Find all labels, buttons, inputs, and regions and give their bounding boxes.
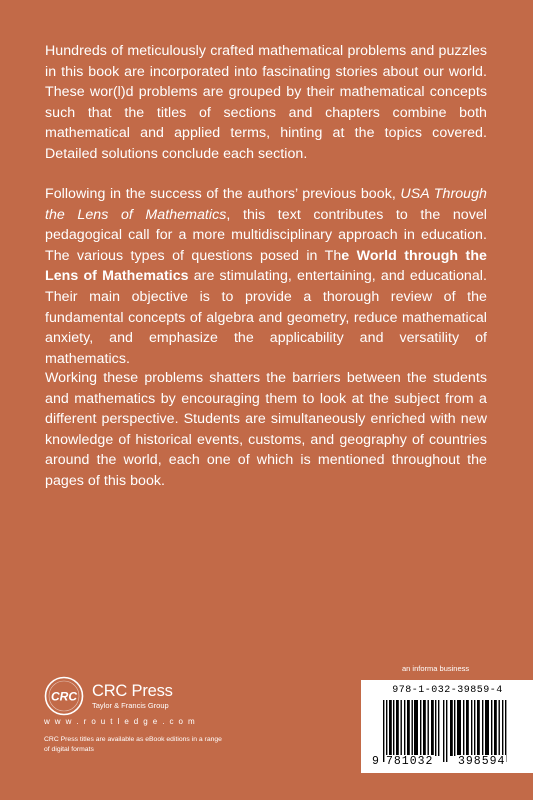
p2-mid: , this text contributes to the novel pedagogical call for a more multidisciplinary approach in education. The various types of questions posed in Th <box>45 206 487 264</box>
blurb-text-1: Hundreds of meticulously crafted mathematical problems and puzzles in this book are incorporated into fascinating stories about our world. These wor(l)d problems are grouped by their mathematical concepts such that the titles of sections and chapters combine both mathematical and applied terms, hinting at the topics covered. Detailed solutions conclude each section. <box>45 43 487 162</box>
p2-lead: Following in the success of the authors’ previous book, <box>45 186 401 202</box>
previous-book-title: USA Through the Lens of Mathematics <box>45 186 487 223</box>
barcode-digit-group-1: 781032 <box>386 755 434 768</box>
blurb-paragraph-3 <box>45 368 487 492</box>
crc-press-logo-icon <box>44 676 84 716</box>
publisher-group: Taylor & Francis Group <box>92 701 169 710</box>
blurb-paragraph-2 <box>45 184 487 369</box>
informa-label: an informa business <box>402 664 470 673</box>
barcode-bars-icon <box>383 700 513 762</box>
isbn-number: 978-1-032-39859-4 <box>392 685 503 696</box>
blurb-text-2 <box>45 184 487 369</box>
p2-tail: are stimulating, entertaining, and educational. Their main objective is to provide a thorough review of the fundamental concepts of algebra and geometry, reduce mathematical anxiety, and emphasize the applicability and versatility of mathematics. <box>45 268 488 367</box>
barcode-digit-group-2: 398594 <box>458 755 506 768</box>
publisher-url: w w w . r o u t l e d g e . c o m <box>44 717 197 726</box>
book-title: e World through the Lens of Mathematics <box>45 247 487 285</box>
barcode <box>361 680 533 773</box>
blurb-text-3: Working these problems shatters the barriers between the students and mathematics by encouraging them to look at the subject from a different perspective. Students are simultaneously enriched with new knowledge of historical events, customs, and geography of countries around the world, each one of which is mentioned throughout the pages of this book. <box>45 370 487 489</box>
ebook-note: CRC Press titles are available as eBook editions in a range of digital formats <box>44 736 222 753</box>
logo-text: CRC <box>51 689 77 704</box>
publisher-brand <box>92 682 173 711</box>
publisher-name: CRC Press <box>92 682 173 700</box>
blurb-paragraph-1 <box>45 41 487 165</box>
barcode-digit-first: 9 <box>372 755 380 768</box>
